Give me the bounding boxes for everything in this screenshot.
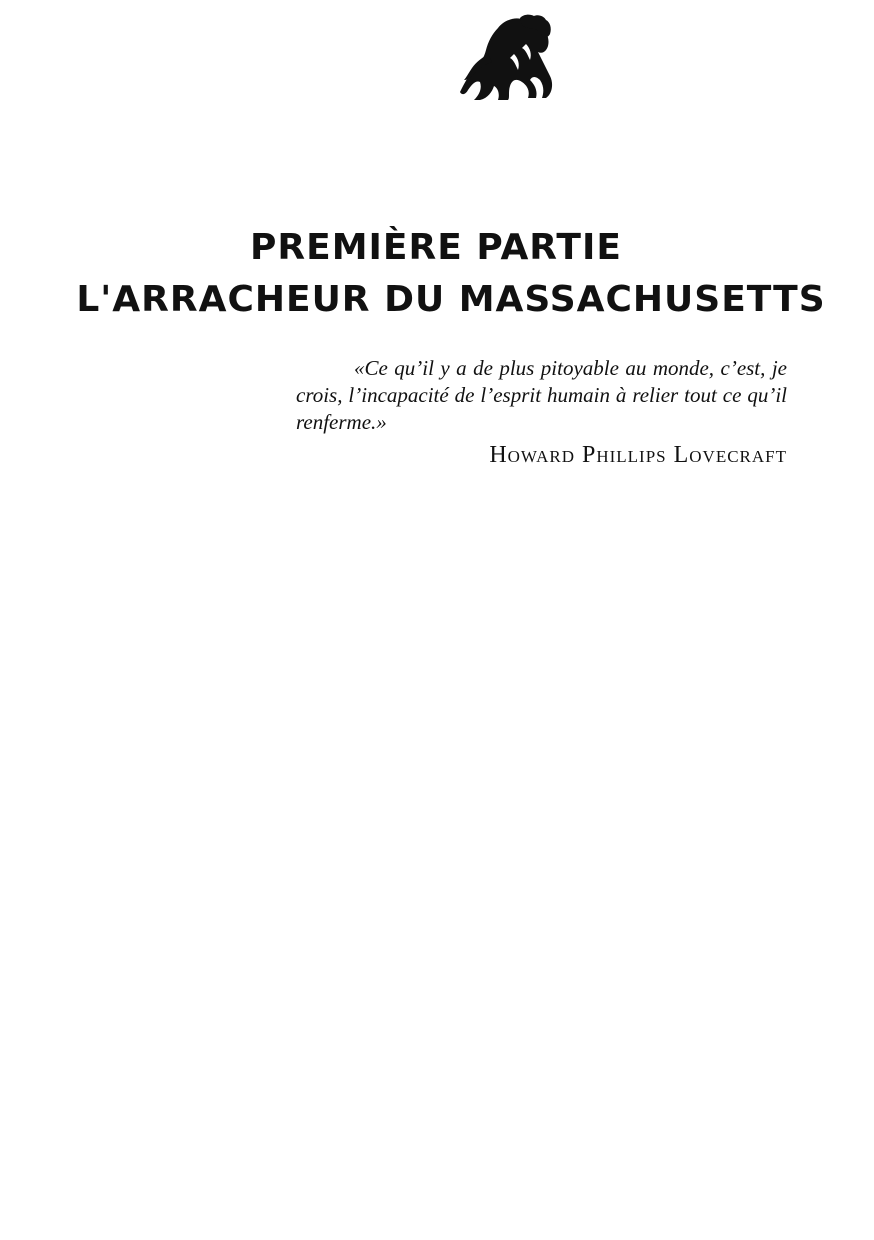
part-subtitle-line: L'ARRACHEUR DU MASSACHUSETTS [76, 279, 826, 320]
epigraph-author: Howard Phillips Lovecraft [489, 442, 787, 468]
part-title-line: PREMIÈRE PARTIE [250, 227, 622, 268]
epigraph [296, 355, 787, 469]
part-title [0, 222, 874, 326]
epigraph-quote: «Ce qu’il y a de plus pitoyable au monde, c’est, je crois, l’incapacité de l’esprit humain à relier tout ce qu’il renferme.» [296, 356, 787, 434]
hunched-creature-icon [458, 14, 556, 102]
